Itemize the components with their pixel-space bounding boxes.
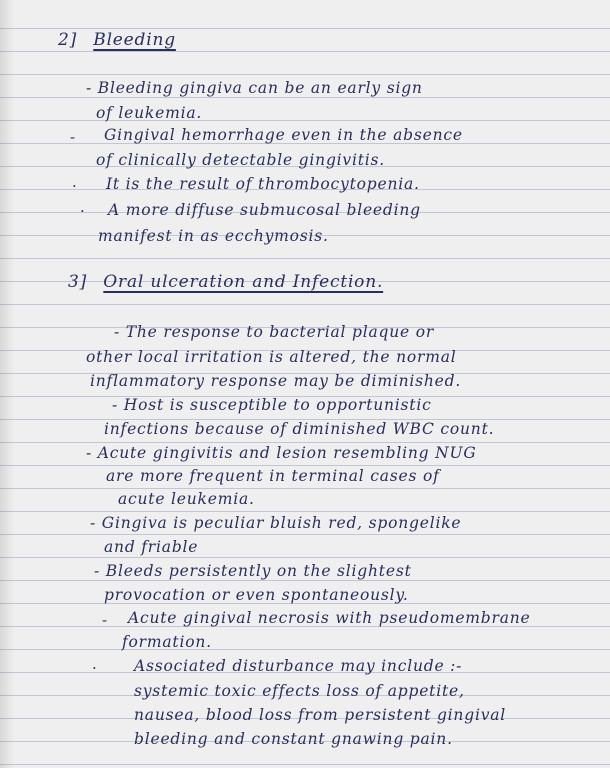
- ulceration-bullet-4-line-2: and friable: [104, 538, 199, 556]
- ulceration-bullet-1-line-3: inflammatory response may be diminished.: [90, 372, 462, 390]
- bleeding-bullet-4-line-1: A more diffuse submucosal bleeding: [108, 201, 421, 219]
- ulceration-bullet-2-line-1: - Host is susceptible to opportunistic: [112, 396, 432, 414]
- ulceration-bullet-2-line-2: infections because of diminished WBC count.: [104, 420, 495, 438]
- ulceration-bullet-3-line-2: are more frequent in terminal cases of: [106, 467, 440, 485]
- ulceration-bullet-7-line-1: Associated disturbance may include :-: [134, 657, 463, 675]
- bleeding-bullet-2-line-2: of clinically detectable gingivitis.: [96, 151, 385, 169]
- page-binding-shadow: [0, 0, 14, 768]
- bleeding-bullet-1-line-2: of leukemia.: [96, 104, 203, 122]
- ulceration-bullet-1-line-1: - The response to bacterial plaque or: [114, 323, 435, 341]
- ulceration-bullet-6-line-2: formation.: [122, 633, 212, 651]
- ulceration-bullet-3-line-3: acute leukemia.: [118, 490, 255, 508]
- section-heading-bleeding: [58, 30, 176, 50]
- ulceration-bullet-7-line-2: systemic toxic effects loss of appetite,: [134, 682, 465, 700]
- section-number: 2]: [58, 30, 78, 50]
- ulceration-bullet-5-line-2: provocation or even spontaneously.: [104, 586, 409, 604]
- bleeding-bullet-4-line-2: manifest in as ecchymosis.: [98, 227, 329, 245]
- section-heading-oral-ulceration: [68, 272, 383, 292]
- ulceration-bullet-4-line-1: - Gingiva is peculiar bluish red, spongelike: [90, 514, 462, 532]
- bleeding-bullet-1-line-1: - Bleeding gingiva can be an early sign: [86, 79, 423, 97]
- bleeding-bullet-2-line-1: Gingival hemorrhage even in the absence: [104, 126, 463, 144]
- section-title: Oral ulceration and Infection.: [103, 272, 384, 292]
- bullet-marker: -: [102, 611, 108, 629]
- ulceration-bullet-3-line-1: - Acute gingivitis and lesion resembling NUG: [86, 444, 477, 462]
- bleeding-bullet-3-line-1: It is the result of thrombocytopenia.: [106, 175, 420, 193]
- section-number: 3]: [68, 272, 88, 292]
- ulceration-bullet-1-line-2: other local irritation is altered, the normal: [86, 348, 457, 366]
- bullet-marker: ·: [72, 177, 77, 195]
- bullet-marker: ·: [92, 659, 97, 677]
- section-title: Bleeding: [93, 30, 176, 50]
- ulceration-bullet-5-line-1: - Bleeds persistently on the slightest: [94, 562, 412, 580]
- ulceration-bullet-7-line-3: nausea, blood loss from persistent gingival: [134, 706, 507, 724]
- ulceration-bullet-7-line-4: bleeding and constant gnawing pain.: [134, 730, 453, 748]
- bullet-marker: -: [70, 128, 76, 146]
- bullet-marker: ·: [80, 202, 85, 220]
- ulceration-bullet-6-line-1: Acute gingival necrosis with pseudomembrane: [128, 609, 531, 627]
